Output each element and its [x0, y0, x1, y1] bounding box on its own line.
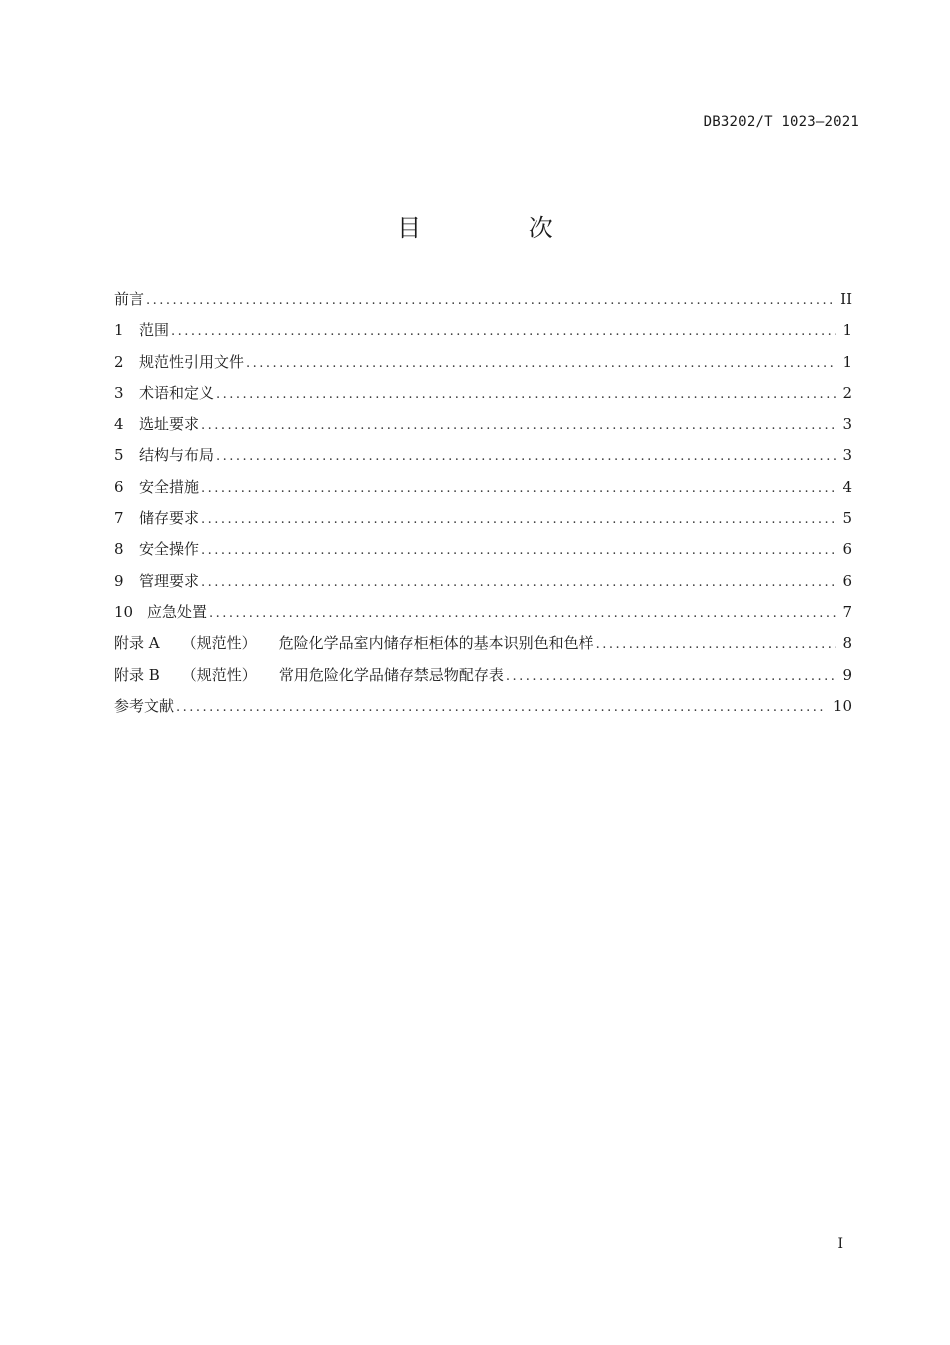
toc-entry-page: 8 — [842, 634, 852, 653]
toc-entry-page: 1 — [842, 352, 852, 371]
toc-entry-safe-operation[interactable] — [114, 534, 852, 565]
toc-entry-annex-b[interactable] — [114, 660, 852, 691]
page-number: I — [837, 1236, 843, 1252]
toc-entry-title: 规范性引用文件 — [139, 352, 245, 371]
toc-leader-dots — [171, 316, 836, 347]
toc-entry-number: 4 — [114, 415, 124, 434]
toc-leader-dots — [176, 692, 827, 723]
toc-entry-title: 安全操作 — [139, 540, 200, 559]
toc-leader-dots — [201, 473, 836, 504]
toc-entry-title: 常用危险化学品储存禁忌物配存表 — [278, 665, 504, 684]
toc-entry-storage-requirements[interactable] — [114, 503, 852, 534]
toc-entry-page: 2 — [842, 383, 852, 402]
toc-entry-page: 5 — [842, 509, 852, 528]
toc-entry-normative-tag: （规范性） — [181, 634, 257, 653]
toc-entry-scope[interactable] — [114, 315, 852, 346]
toc-leader-dots — [246, 348, 836, 379]
toc-entry-annex-a[interactable] — [114, 628, 852, 659]
toc-leader-dots — [506, 661, 836, 692]
toc-entry-number: 10 — [114, 602, 134, 621]
table-of-contents — [114, 284, 852, 722]
toc-entry-title: 术语和定义 — [139, 383, 215, 402]
toc-entry-page: 1 — [842, 321, 852, 340]
toc-entry-title: 前言 — [114, 290, 145, 308]
toc-entry-title: 范围 — [139, 321, 170, 340]
toc-entry-title: 参考文献 — [114, 696, 175, 715]
toc-entry-number: 7 — [114, 509, 124, 528]
toc-leader-dots — [201, 410, 836, 441]
toc-entry-number: 5 — [114, 446, 124, 465]
toc-entry-number: 1 — [114, 321, 124, 340]
toc-leader-dots — [146, 285, 834, 316]
toc-entry-title: 选址要求 — [139, 415, 200, 434]
toc-entry-site-selection[interactable] — [114, 409, 852, 440]
toc-entry-title: 管理要求 — [139, 571, 200, 590]
toc-entry-page: 7 — [842, 602, 852, 621]
toc-entry-normative-tag: （规范性） — [181, 665, 257, 684]
document-code: DB3202/T 1023—2021 — [703, 114, 859, 130]
toc-entry-title: 储存要求 — [139, 509, 200, 528]
toc-entry-number: 附录 A — [114, 634, 160, 653]
toc-entry-management-requirements[interactable] — [114, 566, 852, 597]
toc-entry-page: 9 — [842, 665, 852, 684]
toc-entry-title: 危险化学品室内储存柜柜体的基本识别色和色样 — [278, 634, 594, 653]
toc-entry-page: II — [840, 290, 852, 308]
toc-leader-dots — [216, 379, 836, 410]
toc-entry-number: 附录 B — [114, 665, 160, 684]
toc-entry-title: 结构与布局 — [139, 446, 215, 465]
toc-entry-title: 安全措施 — [139, 477, 200, 496]
toc-entry-page: 6 — [842, 571, 852, 590]
toc-leader-dots — [596, 629, 836, 660]
toc-entry-terms-definitions[interactable] — [114, 378, 852, 409]
toc-entry-number: 3 — [114, 383, 124, 402]
toc-entry-number: 9 — [114, 571, 124, 590]
toc-entry-page: 4 — [842, 477, 852, 496]
toc-entry-emergency-response[interactable] — [114, 597, 852, 628]
toc-entry-structure-layout[interactable] — [114, 440, 852, 471]
toc-entry-number: 8 — [114, 540, 124, 559]
toc-entry-page: 3 — [842, 446, 852, 465]
toc-entry-number: 6 — [114, 477, 124, 496]
toc-entry-bibliography[interactable] — [114, 691, 852, 722]
toc-entry-normative-references[interactable] — [114, 347, 852, 378]
toc-entry-foreword[interactable] — [114, 284, 852, 315]
toc-entry-page: 10 — [832, 696, 852, 715]
toc-leader-dots — [201, 504, 836, 535]
toc-entry-page: 6 — [842, 540, 852, 559]
toc-entry-safety-measures[interactable] — [114, 472, 852, 503]
toc-title: 目 次 — [397, 214, 603, 242]
toc-leader-dots — [209, 598, 836, 629]
toc-leader-dots — [201, 567, 836, 598]
toc-entry-page: 3 — [842, 415, 852, 434]
toc-entry-number: 2 — [114, 352, 124, 371]
toc-leader-dots — [216, 441, 836, 472]
toc-leader-dots — [201, 535, 836, 566]
toc-entry-title: 应急处置 — [147, 602, 208, 621]
